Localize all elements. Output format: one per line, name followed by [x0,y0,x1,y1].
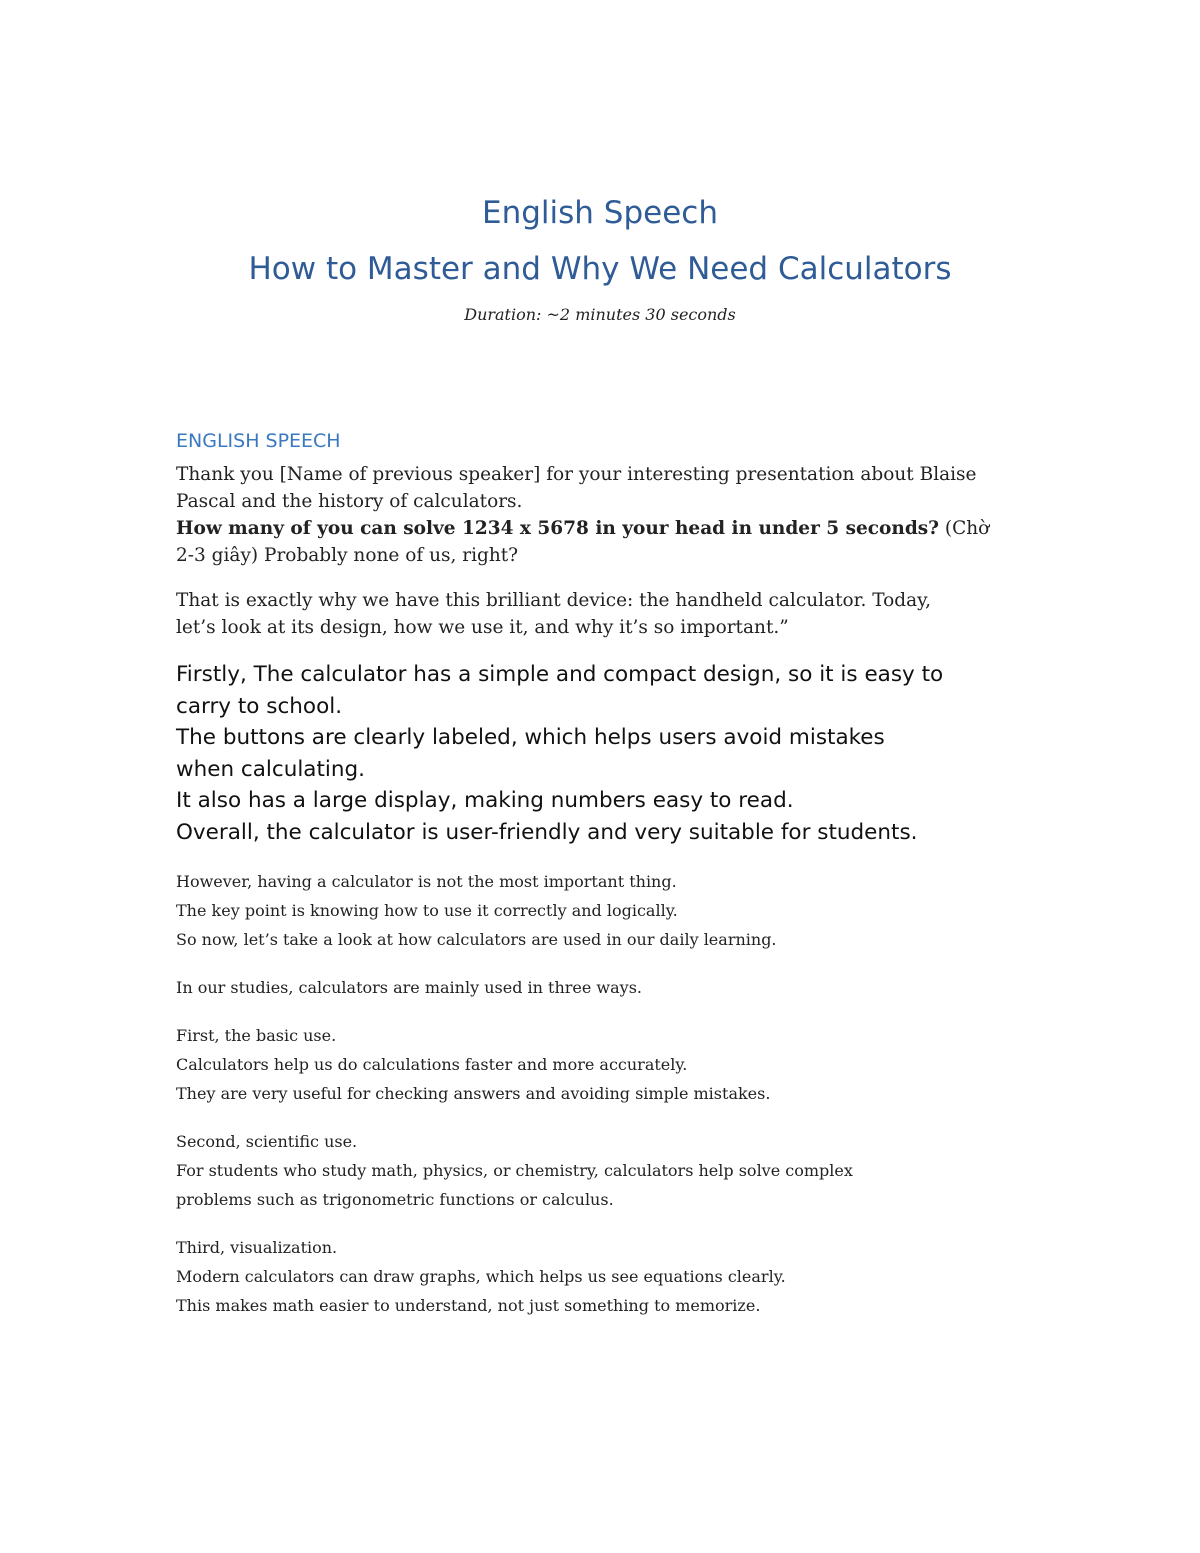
design-line: It also has a large display, making numbers easy to read. [176,788,794,813]
section-heading: ENGLISH SPEECH [176,430,341,452]
question-tail: (Chờ [939,518,990,539]
usage-paragraph-4 [176,1127,1036,1214]
usage-line: This makes math easier to understand, not just something to memorize. [176,1296,761,1315]
usage-line: First, the basic use. [176,1026,337,1045]
usage-paragraph-3 [176,1021,1036,1108]
usage-line: For students who study math, physics, or chemistry, calculators help solve complex [176,1161,853,1180]
intro-line: That is exactly why we have this brilliant device: the handheld calculator. Today, [176,590,931,611]
design-paragraph [176,659,1036,848]
usage-line: Calculators help us do calculations faster and more accurately. [176,1055,688,1074]
intro-line: let’s look at its design, how we use it, and why it’s so important.” [176,617,789,638]
usage-paragraph-5 [176,1233,1036,1320]
intro-line: Thank you [Name of previous speaker] for your interesting presentation about Blaise [176,464,977,485]
usage-line: problems such as trigonometric functions or calculus. [176,1190,614,1209]
title-block [0,190,1200,326]
design-line: The buttons are clearly labeled, which helps users avoid mistakes [176,725,885,750]
design-line: when calculating. [176,756,365,782]
speech-body [176,427,1036,1320]
intro-question-line [176,515,1036,542]
intro-paragraph [176,461,1036,641]
document-subtitle: How to Master and Why We Need Calculators [248,251,952,287]
intro-line: 2-3 giây) Probably none of us, right? [176,545,519,566]
usage-line: Second, scientific use. [176,1132,358,1151]
usage-line: Third, visualization. [176,1238,338,1257]
usage-paragraph-2 [176,973,1036,1002]
usage-line: In our studies, calculators are mainly used in three ways. [176,978,642,997]
bold-question: How many of you can solve 1234 x 5678 in your head in under 5 seconds? [176,518,940,539]
usage-line: They are very useful for checking answers and avoiding simple mistakes. [176,1084,771,1103]
usage-line: The key point is knowing how to use it correctly and logically. [176,901,678,920]
usage-paragraph-1 [176,867,1036,954]
usage-line: However, having a calculator is not the most important thing. [176,872,677,891]
usage-line: So now, let’s take a look at how calculators are used in our daily learning. [176,930,777,949]
duration-note: Duration: ~2 minutes 30 seconds [464,305,736,324]
design-line: carry to school. [176,693,343,719]
design-line: Firstly, The calculator has a simple and compact design, so it is easy to [176,662,944,687]
usage-line: Modern calculators can draw graphs, which helps us see equations clearly. [176,1267,786,1286]
intro-line: Pascal and the history of calculators. [176,491,523,512]
document-title: English Speech [482,195,718,231]
design-line: Overall, the calculator is user-friendly and very suitable for students. [176,819,918,845]
